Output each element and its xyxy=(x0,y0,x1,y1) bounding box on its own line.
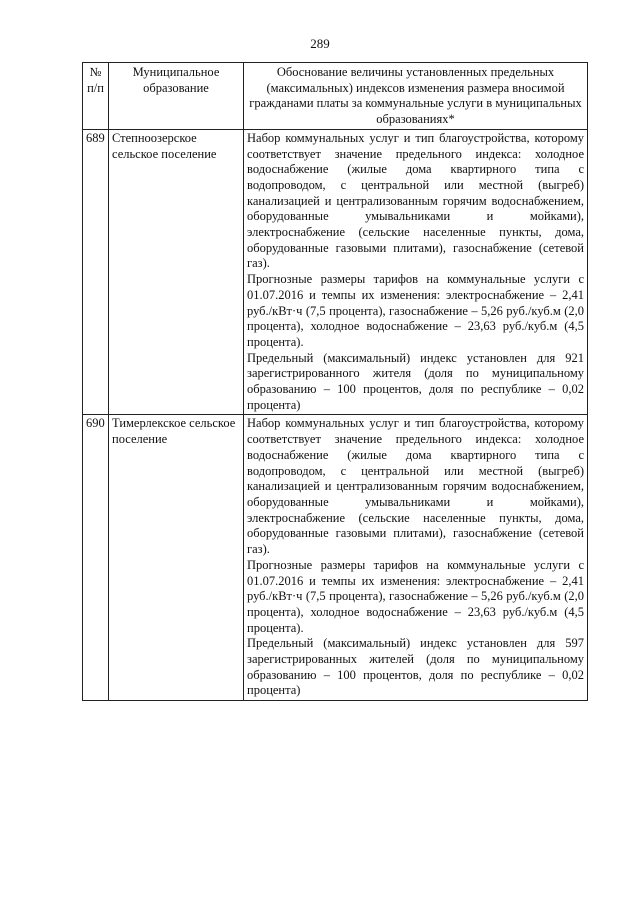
tariff-index-table xyxy=(82,62,588,701)
row-number: 690 xyxy=(83,415,109,701)
justification-paragraph-services: Набор коммунальных услуг и тип благоустройства, которому соответствует значение предельного индекса: холодное водоснабжение (жилые дома квартирного типа с водопроводом, с центральной или местной (выгреб) канализацией и централизованным горячим водоснабжением, оборудованные умывальниками и мойками), электроснабжение (сельские населенные пункты, дома, оборудованные газовыми плитами), газоснабжение (сетевой газ). xyxy=(247,416,584,557)
table-row xyxy=(83,129,588,415)
justification-paragraph-index: Предельный (максимальный) индекс установлен для 597 зарегистрированных жителей (доля по муниципальному образованию – 100 процентов, доля по республике – 0,02 процента) xyxy=(247,636,584,698)
justification-paragraph-tariffs: Прогнозные размеры тарифов на коммунальные услуги с 01.07.2016 и темпы их изменения: электроснабжение – 2,41 руб./кВт·ч (7,5 процента), газоснабжение – 5,26 руб./куб.м (2,0 процента), холодное водоснабжение – 23,63 руб./куб.м (4,5 процента). xyxy=(247,272,584,349)
row-municipality: Степноозерское сельское поселение xyxy=(109,129,244,415)
justification-paragraph-index: Предельный (максимальный) индекс установлен для 921 зарегистрированного жителя (доля по муниципальному образованию – 100 процентов, доля по республике – 0,02 процента) xyxy=(247,350,584,412)
header-justification: Обоснование величины установленных предельных (максимальных) индексов изменения размера вносимой гражданами платы за коммунальные услуги в муниципальных образованиях* xyxy=(244,63,588,130)
justification-paragraph-tariffs: Прогнозные размеры тарифов на коммунальные услуги с 01.07.2016 и темпы их изменения: электроснабжение – 2,41 руб./кВт·ч (7,5 процента), газоснабжение – 5,26 руб./куб.м (2,0 процента), холодное водоснабжение – 23,63 руб./куб.м (4,5 процента). xyxy=(247,557,584,635)
page-number: 289 xyxy=(310,36,330,51)
table-row xyxy=(83,415,588,701)
row-municipality: Тимерлекское сельское поселение xyxy=(109,415,244,701)
header-number: № п/п xyxy=(83,63,109,130)
row-number: 689 xyxy=(83,129,109,415)
header-municipality: Муниципальное образование xyxy=(109,63,244,130)
table-header-row xyxy=(83,63,588,130)
row-justification xyxy=(244,415,588,701)
row-justification xyxy=(244,129,588,415)
justification-paragraph-services: Набор коммунальных услуг и тип благоустройства, которому соответствует значение предельного индекса: холодное водоснабжение (жилые дома квартирного типа с водопроводом, с центральной или местной (выгреб) канализацией и централизованным горячим водоснабжением, оборудованные умывальниками и мойками), электроснабжение (сельские населенные пункты, дома, оборудованные газовыми плитами), газоснабжение (сетевой газ). xyxy=(247,130,584,271)
